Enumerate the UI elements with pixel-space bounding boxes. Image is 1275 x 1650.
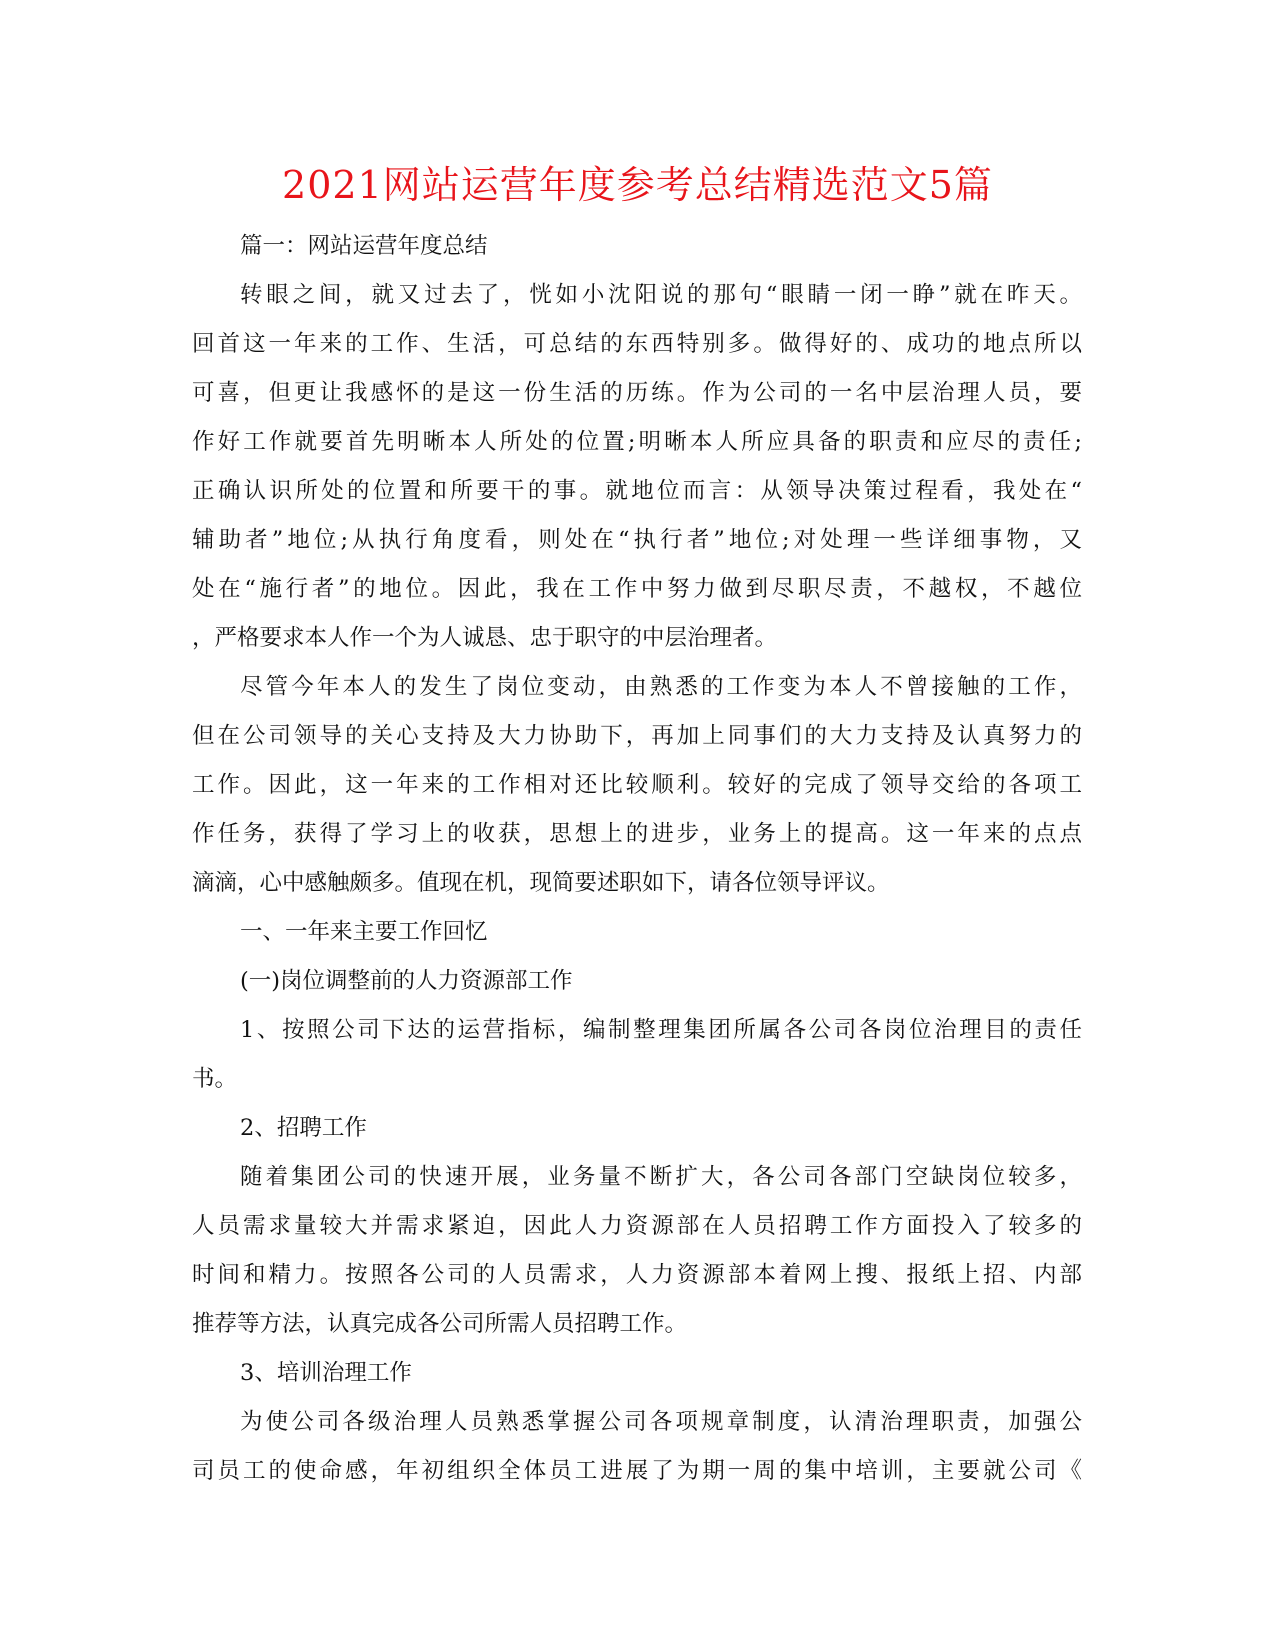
text-line: 随着集团公司的快速开展，业务量不断扩大，各公司各部门空缺岗位较多， <box>240 1164 1082 1190</box>
document-body <box>192 222 1082 1496</box>
text-line: 3、培训治理工作 <box>240 1360 412 1386</box>
text-line: 转眼之间，就又过去了，恍如小沈阳说的那句“眼睛一闭一睁”就在昨天。 <box>240 282 1082 308</box>
text-line: 但在公司领导的关心支持及大力协助下，再加上同事们的大力支持及认真努力的 <box>192 723 1082 749</box>
text-line: 人员需求量较大并需求紧迫，因此人力资源部在人员招聘工作方面投入了较多的 <box>192 1213 1082 1239</box>
text-line: (一)岗位调整前的人力资源部工作 <box>240 968 573 994</box>
text-line: 工作。因此，这一年来的工作相对还比较顺利。较好的完成了领导交给的各项工 <box>192 772 1082 798</box>
text-line: 辅助者”地位;从执行角度看，则处在“执行者”地位;对处理一些详细事物，又 <box>192 527 1082 553</box>
text-line: 1、按照公司下达的运营指标，编制整理集团所属各公司各岗位治理目的责任 <box>240 1017 1082 1043</box>
text-line: 篇一：网站运营年度总结 <box>240 233 488 259</box>
text-line: 可喜，但更让我感怀的是这一份生活的历练。作为公司的一名中层治理人员，要 <box>192 380 1082 406</box>
text-line: 一、一年来主要工作回忆 <box>240 919 488 945</box>
text-line: 时间和精力。按照各公司的人员需求，人力资源部本着网上搜、报纸上招、内部 <box>192 1262 1082 1288</box>
text-line: 正确认识所处的位置和所要干的事。就地位而言：从领导决策过程看，我处在“ <box>192 478 1082 504</box>
text-line: 推荐等方法，认真完成各公司所需人员招聘工作。 <box>192 1311 688 1337</box>
text-line: 滴滴，心中感触颇多。值现在机，现简要述职如下，请各位领导评议。 <box>192 870 890 896</box>
text-line: 2、招聘工作 <box>240 1115 367 1141</box>
text-line: 作任务，获得了学习上的收获，思想上的进步，业务上的提高。这一年来的点点 <box>192 821 1082 847</box>
document-title: 2021网站运营年度参考总结精选范文5篇 <box>282 163 993 207</box>
text-line: ，严格要求本人作一个为人诚恳、忠于职守的中层治理者。 <box>192 625 778 651</box>
text-line: 回首这一年来的工作、生活，可总结的东西特别多。做得好的、成功的地点所以 <box>192 331 1082 357</box>
text-line: 作好工作就要首先明晰本人所处的位置;明晰本人所应具备的职责和应尽的责任; <box>192 429 1082 455</box>
text-line: 司员工的使命感，年初组织全体员工进展了为期一周的集中培训，主要就公司《 <box>192 1458 1082 1484</box>
text-line: 尽管今年本人的发生了岗位变动，由熟悉的工作变为本人不曾接触的工作， <box>240 674 1082 700</box>
text-line: 为使公司各级治理人员熟悉掌握公司各项规章制度，认清治理职责，加强公 <box>240 1409 1082 1435</box>
text-line: 书。 <box>192 1066 238 1092</box>
text-line: 处在“施行者”的地位。因此，我在工作中努力做到尽职尽责，不越权，不越位 <box>192 576 1082 602</box>
